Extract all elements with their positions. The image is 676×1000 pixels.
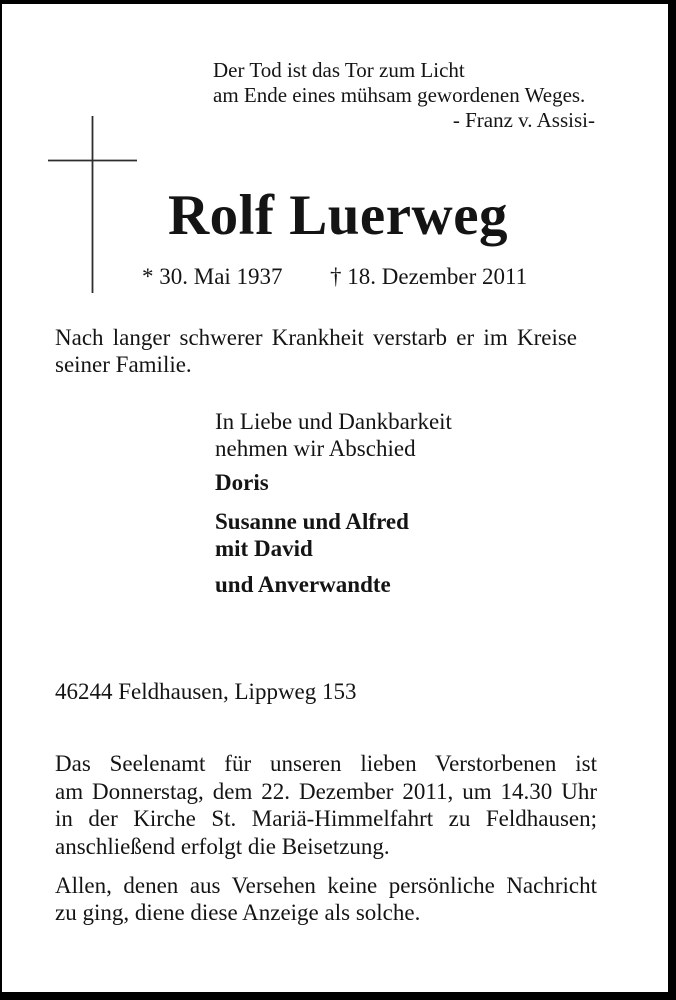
announcement-line: Nach langer schwerer Krankheit verstarb er im Kreise — [55, 325, 577, 350]
death-announcement — [55, 324, 577, 378]
farewell-intro — [215, 408, 452, 462]
mourner-name: und Anverwandte — [215, 572, 391, 597]
epigraph-quote — [213, 58, 595, 133]
farewell-intro-line: In Liebe und Dankbarkeit — [215, 409, 452, 434]
mourner-group — [215, 508, 409, 562]
death-date: † 18. Dezember 2011 — [330, 264, 528, 289]
service-line: anschließend erfolgt die Beisetzung. — [55, 833, 390, 859]
funeral-service-info — [55, 750, 597, 860]
notification-notice — [55, 872, 597, 926]
service-line: in der Kirche St. Mariä-Himmelfahrt zu Feldhausen; — [55, 806, 597, 831]
announcement-line: seiner Familie. — [55, 352, 192, 377]
quote-line-2: am Ende eines mühsam gewordenen Weges. — [213, 83, 586, 107]
mourner-name: mit David — [215, 536, 313, 561]
quote-attribution: - Franz v. Assisi- — [452, 108, 595, 132]
mourner-name: Doris — [215, 470, 269, 495]
birth-date: * 30. Mai 1937 — [142, 264, 283, 289]
quote-line-1: Der Tod ist das Tor zum Licht — [213, 58, 465, 82]
farewell-intro-line: nehmen wir Abschied — [215, 436, 416, 461]
family-address: 46244 Feldhausen, Lippweg 153 — [55, 679, 357, 704]
notice-line: Allen, denen aus Versehen keine persönliche Nachricht — [55, 873, 597, 898]
mourner-name: Susanne und Alfred — [215, 509, 409, 534]
life-dates — [0, 263, 676, 293]
service-line: Das Seelenamt für unseren lieben Verstorbenen ist — [55, 751, 597, 776]
service-line: am Donnerstag, dem 22. Dezember 2011, um 14.30 Uhr — [55, 778, 597, 804]
notice-line: zu ging, diene diese Anzeige als solche. — [55, 900, 421, 925]
deceased-name: Rolf Luerweg — [167, 184, 508, 247]
